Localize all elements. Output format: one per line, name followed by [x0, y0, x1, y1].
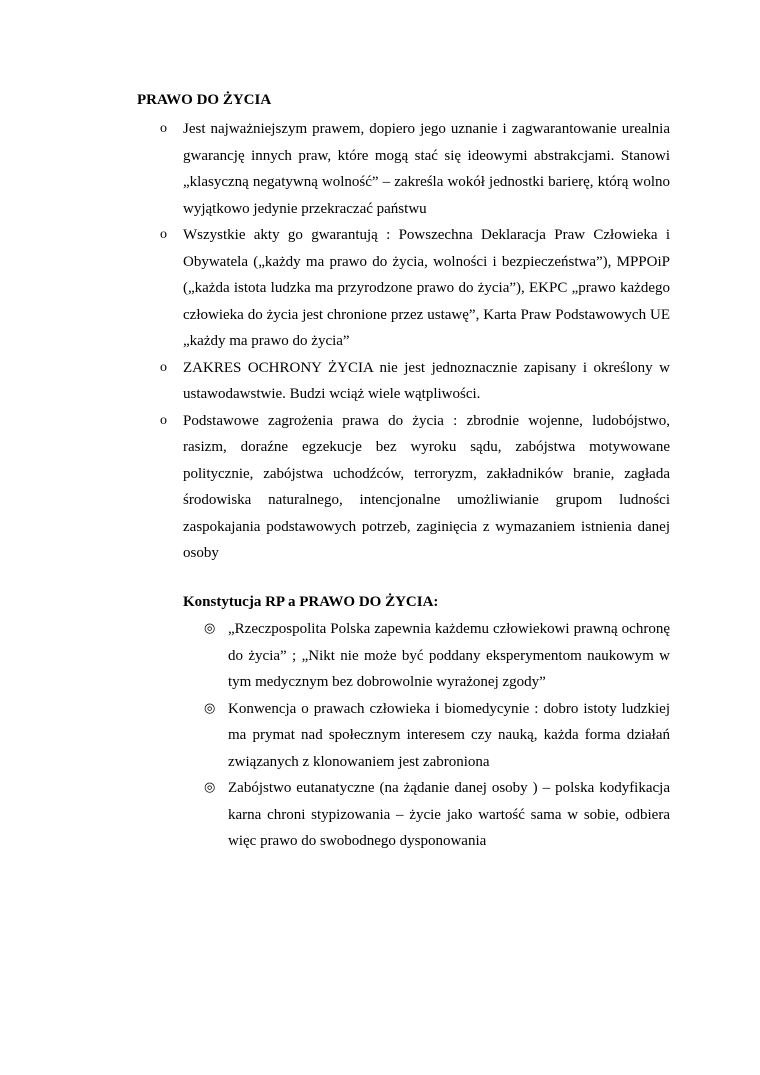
- bullseye-bullet-icon: ◎: [204, 780, 216, 795]
- list-item-text: „Rzeczpospolita Polska zapewnia każdemu człowiekowi prawną ochronę do życia” ; „Nikt nie może być poddany eksperymentom naukowym w tym medycznym bez dobrowolnie wyrażonej zgody”: [228, 621, 670, 690]
- main-bullet-list: [160, 116, 670, 567]
- circle-bullet-icon: o: [160, 227, 167, 242]
- list-item: [204, 616, 670, 696]
- bullseye-bullet-icon: ◎: [204, 700, 216, 716]
- constitution-bullet-list: [204, 616, 670, 855]
- circle-bullet-icon: o: [160, 412, 167, 428]
- list-item: [204, 696, 670, 776]
- bullseye-bullet-icon: ◎: [204, 621, 216, 636]
- list-item-text: Wszystkie akty go gwarantują : Powszechna Deklaracja Praw Człowieka i Obywatela („każdy ma prawo do życia, wolności i bezpieczeństwa”), MPPOiP („każda istota ludzka ma przyrodzone prawo do życia”), EKPC „prawo każdego człowieka do życia jest chronione przez ustawę”, Karta Praw Podstawowych UE „każdy ma prawo do życia”: [183, 227, 670, 349]
- list-item: [160, 408, 670, 567]
- list-item-text: Podstawowe zagrożenia prawa do życia : zbrodnie wojenne, ludobójstwo, rasizm, doraźne egzekucje bez wyroku sądu, zabójstwa motywowane politycznie, zabójstwa uchodźców, terroryzm, zakładników branie, zagłada środowiska naturalnego, intencjonalne umożliwianie grupom ludności zaspokajania podstawowych potrzeb, zaginięcia z wymazaniem istnienia danej osoby: [183, 412, 670, 561]
- list-item: [204, 775, 670, 855]
- document-heading: PRAWO DO ŻYCIA: [137, 92, 272, 108]
- constitution-heading: Konstytucja RP a PRAWO DO ŻYCIA:: [183, 594, 439, 610]
- list-item: [160, 116, 670, 222]
- list-item-text: Zabójstwo eutanatyczne (na żądanie danej osoby ) – polska kodyfikacja karna chroni stypizowania – życie jako wartość sama w sobie, odbiera więc prawo do swobodnego dysponowania: [228, 780, 670, 849]
- list-item-text: ZAKRES OCHRONY ŻYCIA nie jest jednoznacznie zapisany i określony w ustawodawstwie. Budzi wciąż wiele wątpliwości.: [183, 359, 670, 402]
- list-item: [160, 222, 670, 355]
- circle-bullet-icon: o: [160, 121, 167, 136]
- circle-bullet-icon: o: [160, 359, 167, 375]
- list-item-text: Konwencja o prawach człowieka i biomedycynie : dobro istoty ludzkiej ma prymat nad społecznym interesem czy nauką, każda forma działań związanych z klonowaniem jest zabroniona: [228, 700, 670, 770]
- list-item: [160, 355, 670, 408]
- list-item-text: Jest najważniejszym prawem, dopiero jego uznanie i zagwarantowanie urealnia gwarancję innych praw, które mogą stać się ideowymi abstrakcjami. Stanowi „klasyczną negatywną wolność” – zakreśla wokół jednostki barierę, którą wolno wyjątkowo jedynie przekraczać państwu: [183, 121, 670, 217]
